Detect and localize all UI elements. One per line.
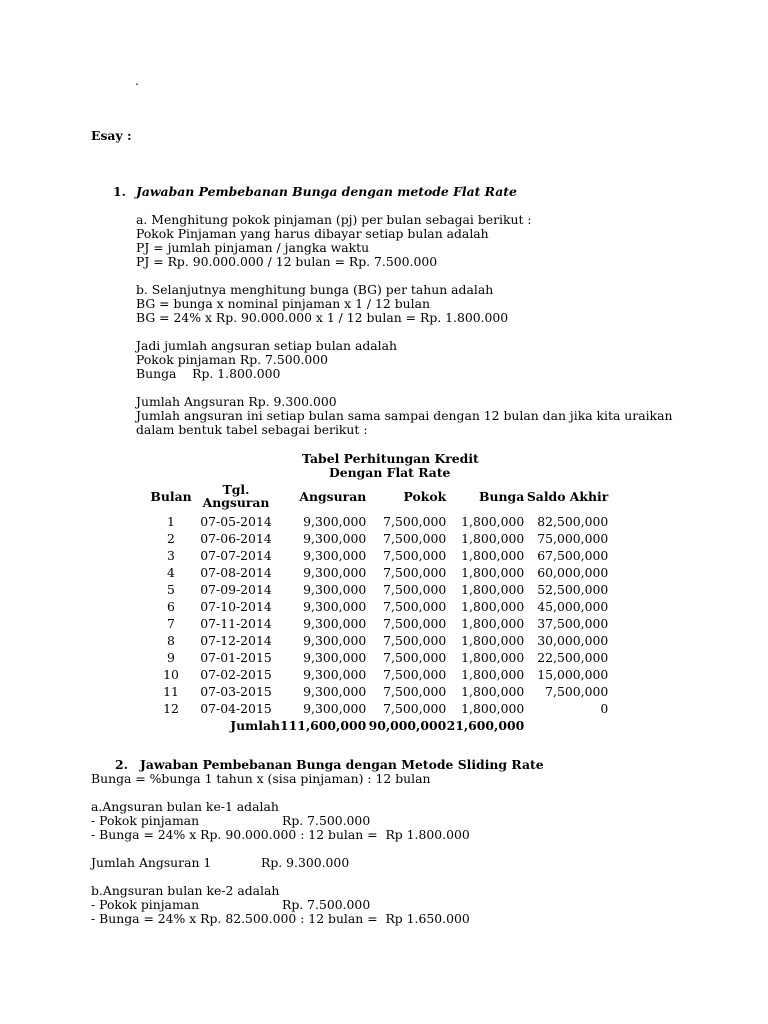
cell-tgl: 07-12-2014 bbox=[200, 632, 272, 648]
cell-pokok: 7,500,000 bbox=[383, 683, 447, 699]
cell-bunga: 1,800,000 bbox=[461, 530, 525, 546]
cell-tgl: 07-05-2014 bbox=[200, 513, 272, 529]
sec2-b-title: b.Angsuran bulan ke-2 adalah bbox=[91, 883, 280, 898]
cell-pokok: 7,500,000 bbox=[383, 700, 447, 716]
cell-bulan: 4 bbox=[167, 564, 175, 580]
cell-bunga: 1,800,000 bbox=[461, 632, 525, 648]
table-row bbox=[150, 564, 608, 581]
credit-table bbox=[150, 479, 608, 734]
text-line: Jumlah Angsuran Rp. 9.300.000 bbox=[136, 394, 337, 409]
sec2-b-pokok-value: Rp. 7.500.000 bbox=[282, 897, 371, 912]
esay-heading: Esay : bbox=[91, 128, 132, 143]
cell-bunga: 1,800,000 bbox=[461, 564, 525, 580]
cell-tgl: 07-06-2014 bbox=[200, 530, 272, 546]
text-line: b. Selanjutnya menghitung bunga (BG) per tahun adalah bbox=[136, 282, 494, 297]
total-bunga: 21,600,000 bbox=[446, 717, 525, 733]
col-saldo-akhir: Saldo Akhir bbox=[526, 488, 609, 504]
sec2-b-pokok-label: - Pokok pinjaman bbox=[91, 897, 200, 912]
table-row bbox=[150, 581, 608, 598]
text-line: Bunga Rp. 1.800.000 bbox=[136, 366, 281, 381]
text-line: PJ = jumlah pinjaman / jangka waktu bbox=[136, 240, 370, 255]
cell-angsuran: 9,300,000 bbox=[303, 530, 367, 546]
cell-saldo: 37,500,000 bbox=[537, 615, 609, 631]
cell-bunga: 1,800,000 bbox=[461, 598, 525, 614]
cell-angsuran: 9,300,000 bbox=[303, 683, 367, 699]
cell-pokok: 7,500,000 bbox=[383, 530, 447, 546]
cell-angsuran: 9,300,000 bbox=[303, 513, 367, 529]
cell-saldo: 0 bbox=[600, 700, 609, 716]
sec2-a-jumlah-label: Jumlah Angsuran 1 bbox=[91, 855, 212, 870]
cell-angsuran: 9,300,000 bbox=[303, 632, 367, 648]
table-row bbox=[150, 513, 608, 530]
table-row bbox=[150, 598, 608, 615]
cell-pokok: 7,500,000 bbox=[383, 581, 447, 597]
cell-angsuran: 9,300,000 bbox=[303, 564, 367, 580]
cell-saldo: 82,500,000 bbox=[537, 513, 609, 529]
cell-saldo: 7,500,000 bbox=[545, 683, 609, 699]
text-line: Jumlah angsuran ini setiap bulan sama sampai dengan 12 bulan dan jika kita uraikan bbox=[136, 408, 673, 423]
cell-bunga: 1,800,000 bbox=[461, 666, 525, 682]
cell-bunga: 1,800,000 bbox=[461, 581, 525, 597]
sec2-a-jumlah-value: Rp. 9.300.000 bbox=[261, 855, 350, 870]
cell-angsuran: 9,300,000 bbox=[303, 615, 367, 631]
cell-tgl: 07-03-2015 bbox=[200, 683, 272, 699]
table-row bbox=[150, 547, 608, 564]
cell-saldo: 15,000,000 bbox=[537, 666, 609, 682]
table-row bbox=[150, 615, 608, 632]
section2-title: Jawaban Pembebanan Bunga dengan Metode Sliding Rate bbox=[140, 757, 544, 772]
cell-tgl: 07-11-2014 bbox=[200, 615, 272, 631]
cell-angsuran: 9,300,000 bbox=[303, 666, 367, 682]
sec2-a-pokok-value: Rp. 7.500.000 bbox=[282, 813, 371, 828]
cell-bulan: 11 bbox=[163, 683, 179, 699]
text-line: PJ = Rp. 90.000.000 / 12 bulan = Rp. 7.500.000 bbox=[136, 254, 438, 269]
cell-bulan: 9 bbox=[167, 649, 175, 665]
cell-angsuran: 9,300,000 bbox=[303, 547, 367, 563]
cell-bulan: 6 bbox=[167, 598, 175, 614]
cell-bulan: 2 bbox=[167, 530, 175, 546]
text-line: dalam bentuk tabel sebagai berikut : bbox=[136, 422, 368, 437]
table-row bbox=[150, 683, 608, 700]
col-bunga: Bunga bbox=[479, 488, 525, 504]
cell-bunga: 1,800,000 bbox=[461, 683, 525, 699]
cell-bulan: 5 bbox=[167, 581, 175, 597]
cell-saldo: 67,500,000 bbox=[537, 547, 609, 563]
cell-saldo: 60,000,000 bbox=[537, 564, 609, 580]
cell-bunga: 1,800,000 bbox=[461, 700, 525, 716]
total-label: Jumlah bbox=[230, 717, 280, 733]
table-header-row bbox=[150, 479, 608, 513]
cell-saldo: 52,500,000 bbox=[537, 581, 609, 597]
text-line: BG = bunga x nominal pinjaman x 1 / 12 bulan bbox=[136, 296, 430, 311]
text-line: BG = 24% x Rp. 90.000.000 x 1 / 12 bulan = Rp. 1.800.000 bbox=[136, 310, 509, 325]
cell-pokok: 7,500,000 bbox=[383, 564, 447, 580]
text-line: Jadi jumlah angsuran setiap bulan adalah bbox=[136, 338, 398, 353]
cell-pokok: 7,500,000 bbox=[383, 513, 447, 529]
cell-pokok: 7,500,000 bbox=[383, 632, 447, 648]
cell-bulan: 1 bbox=[167, 513, 175, 529]
table-row bbox=[150, 700, 608, 717]
cell-angsuran: 9,300,000 bbox=[303, 700, 367, 716]
cell-tgl: 07-09-2014 bbox=[200, 581, 272, 597]
col-pokok: Pokok bbox=[403, 488, 447, 504]
table-title-line2: Dengan Flat Rate bbox=[329, 465, 451, 480]
table-row bbox=[150, 666, 608, 683]
cell-saldo: 45,000,000 bbox=[537, 598, 609, 614]
text-line: Pokok Pinjaman yang harus dibayar setiap bulan adalah bbox=[136, 226, 489, 241]
section1-body bbox=[136, 213, 672, 437]
cell-pokok: 7,500,000 bbox=[383, 547, 447, 563]
sec2-b-bunga: - Bunga = 24% x Rp. 82.500.000 : 12 bulan = Rp 1.650.000 bbox=[91, 911, 470, 926]
cell-tgl: 07-07-2014 bbox=[200, 547, 272, 563]
cell-bunga: 1,800,000 bbox=[461, 615, 525, 631]
section1-title: Jawaban Pembebanan Bunga dengan metode Flat Rate bbox=[136, 184, 517, 199]
cell-tgl: 07-10-2014 bbox=[200, 598, 272, 614]
cell-tgl: 07-08-2014 bbox=[200, 564, 272, 580]
sec2-a-pokok-label: - Pokok pinjaman bbox=[91, 813, 200, 828]
cell-bulan: 3 bbox=[167, 547, 175, 563]
section2-formula: Bunga = %bunga 1 tahun x (sisa pinjaman) : 12 bulan bbox=[91, 771, 431, 786]
cell-saldo: 22,500,000 bbox=[537, 649, 609, 665]
section2-number: 2. bbox=[115, 757, 128, 772]
sec2-a-bunga: - Bunga = 24% x Rp. 90.000.000 : 12 bulan = Rp 1.800.000 bbox=[91, 827, 470, 842]
table-row bbox=[150, 632, 608, 649]
table-row bbox=[150, 530, 608, 547]
cell-pokok: 7,500,000 bbox=[383, 615, 447, 631]
cell-tgl: 07-01-2015 bbox=[200, 649, 272, 665]
cell-bulan: 12 bbox=[163, 700, 179, 716]
total-pokok: 90,000,000 bbox=[368, 717, 447, 733]
cell-angsuran: 9,300,000 bbox=[303, 598, 367, 614]
cell-pokok: 7,500,000 bbox=[383, 598, 447, 614]
total-angsuran: 111,600,000 bbox=[280, 717, 367, 733]
cell-angsuran: 9,300,000 bbox=[303, 649, 367, 665]
table-title-line1: Tabel Perhitungan Kredit bbox=[302, 451, 479, 466]
cell-bulan: 8 bbox=[167, 632, 175, 648]
section1-number: 1. bbox=[113, 184, 126, 199]
col-angsuran: Angsuran bbox=[299, 488, 367, 504]
text-line: a. Menghitung pokok pinjaman (pj) per bulan sebagai berikut : bbox=[136, 212, 532, 227]
col-tgl-line1: Tgl. bbox=[222, 482, 250, 497]
cell-saldo: 75,000,000 bbox=[537, 530, 609, 546]
table-total-row bbox=[150, 717, 608, 734]
cell-bunga: 1,800,000 bbox=[461, 649, 525, 665]
cell-bunga: 1,800,000 bbox=[461, 513, 525, 529]
cell-bunga: 1,800,000 bbox=[461, 547, 525, 563]
cell-bulan: 10 bbox=[163, 666, 179, 682]
cell-pokok: 7,500,000 bbox=[383, 649, 447, 665]
sec2-a-title: a.Angsuran bulan ke-1 adalah bbox=[91, 799, 279, 814]
table-row bbox=[150, 649, 608, 666]
cell-tgl: 07-02-2015 bbox=[200, 666, 272, 682]
col-tgl-line2: Angsuran bbox=[202, 495, 270, 510]
cell-angsuran: 9,300,000 bbox=[303, 581, 367, 597]
col-bulan: Bulan bbox=[150, 488, 192, 504]
cell-pokok: 7,500,000 bbox=[383, 666, 447, 682]
cell-saldo: 30,000,000 bbox=[537, 632, 609, 648]
cell-bulan: 7 bbox=[167, 615, 175, 631]
cell-tgl: 07-04-2015 bbox=[200, 700, 272, 716]
col-tgl-angsuran bbox=[192, 479, 280, 513]
stray-dot: . bbox=[135, 73, 139, 88]
text-line: Pokok pinjaman Rp. 7.500.000 bbox=[136, 352, 329, 367]
